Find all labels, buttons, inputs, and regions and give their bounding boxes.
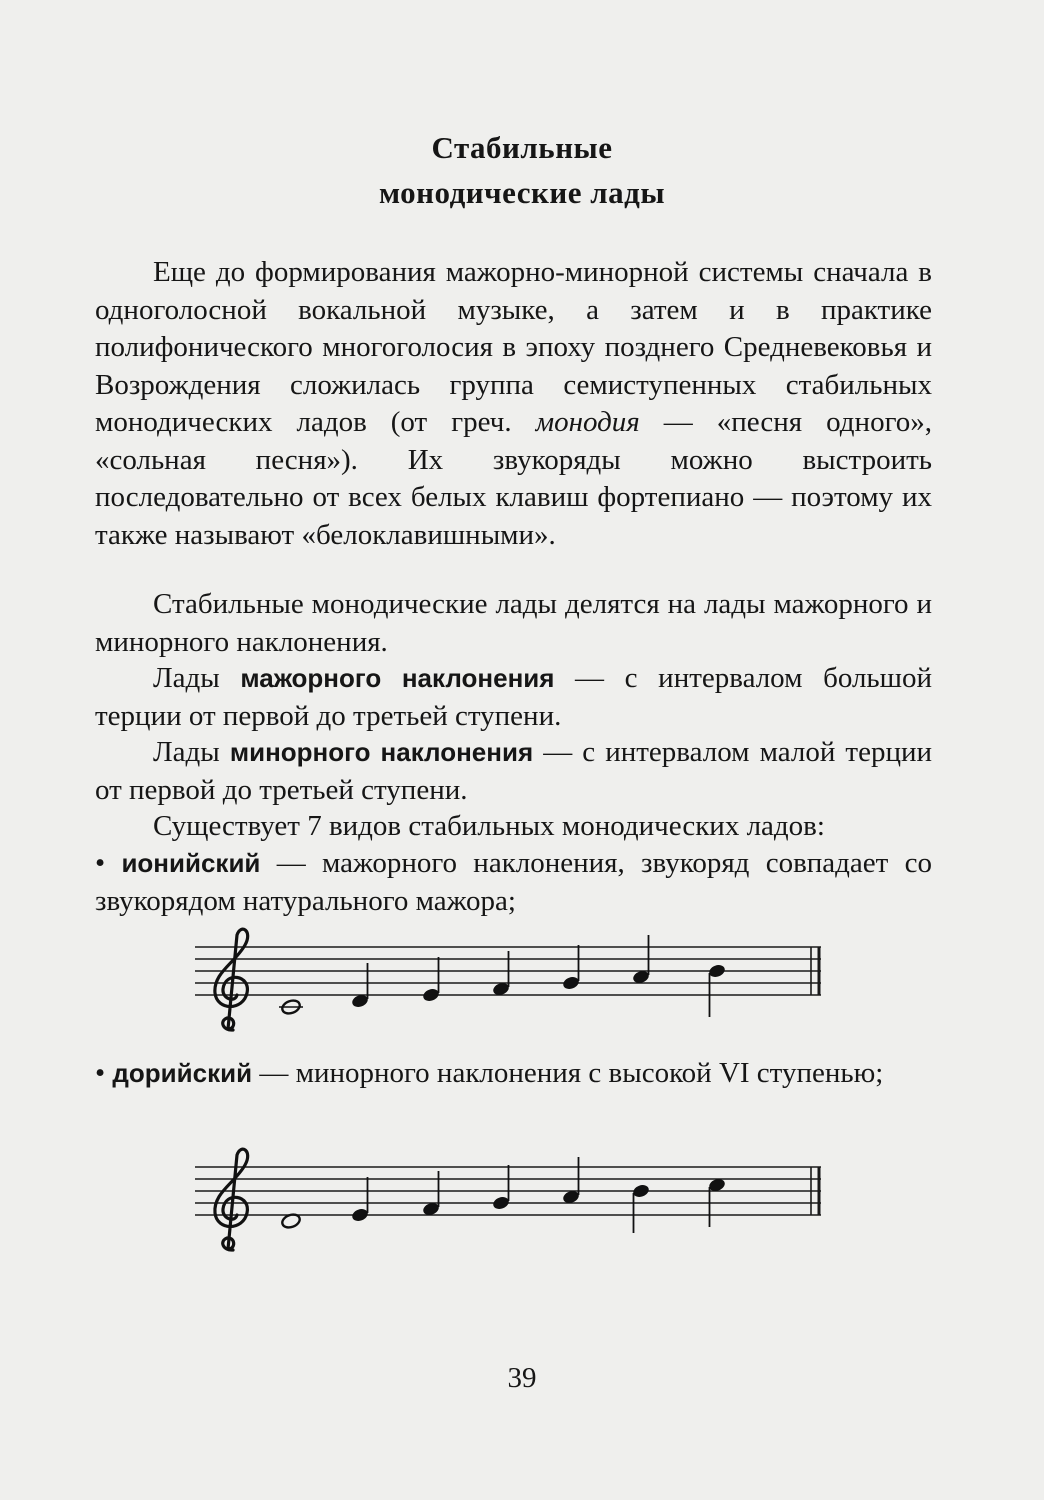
note-f xyxy=(422,1171,441,1217)
bold-term-minor: минорного наклонения xyxy=(229,737,534,767)
note-g xyxy=(562,945,581,991)
italic-term-monodia: монодия xyxy=(535,406,640,438)
dorian-scale-staff xyxy=(195,1145,835,1255)
list-item-ionian-text: — мажорного наклонения, звукоряд совпадает со звукорядом натурального мажора; xyxy=(95,847,932,917)
paragraph-minor-text-a: Лады xyxy=(153,736,230,768)
paragraph-intro xyxy=(95,254,932,554)
paragraph-major-inclination xyxy=(95,660,932,735)
paragraph-minor-inclination xyxy=(95,734,932,809)
page-title-line-1: Стабильные xyxy=(431,130,613,165)
list-item-dorian-text: — минорного наклонения с высокой VI ступенью; xyxy=(252,1057,884,1089)
bullet: • xyxy=(95,1057,113,1089)
bold-term-major: мажорного наклонения xyxy=(240,663,555,693)
paragraph-major-text-a: Лады xyxy=(153,662,241,694)
bold-term-dorian: дорийский xyxy=(112,1058,253,1088)
note-c xyxy=(708,1177,727,1227)
ionian-scale-staff xyxy=(195,925,835,1035)
note-c-whole xyxy=(279,998,303,1015)
paragraph-major-text-b: — с интервалом большой терции от первой до третьей ступени. xyxy=(95,662,933,732)
paragraph-intro-text-a: Еще до формирования мажорно-минорной системы сначала в одноголосной вокальной музыке, а затем и в практике полифонического многоголосия в эпоху позднего Средневековья и Возрождения сложилась группа семиступенных стабильных монодических ладов (от греч. xyxy=(95,256,932,438)
note-a xyxy=(632,935,651,985)
bold-term-ionian: ионийский xyxy=(121,848,261,878)
note-b xyxy=(632,1183,651,1233)
paragraph-minor-text-b: — с интервалом малой терции от первой до третьей ступени. xyxy=(95,736,933,806)
bullet: • xyxy=(95,847,122,879)
note-e xyxy=(422,957,441,1003)
note-b xyxy=(708,963,727,1017)
note-d xyxy=(351,963,370,1009)
list-item-dorian xyxy=(95,1055,932,1093)
note-f xyxy=(492,951,511,997)
treble-clef-icon xyxy=(215,929,248,1030)
treble-clef-icon xyxy=(215,1149,248,1250)
page-title-line-2: монодические лады xyxy=(378,175,666,210)
paragraph-seven-modes: Существует 7 видов стабильных монодических ладов: xyxy=(153,810,825,842)
note-g xyxy=(492,1165,511,1211)
list-item-ionian xyxy=(95,845,932,920)
page-number: 39 xyxy=(507,1362,537,1394)
paragraph-division: Стабильные монодические лады делятся на лады мажорного и минорного наклонения. xyxy=(95,588,932,658)
note-e xyxy=(351,1177,370,1223)
paragraph-intro-text-b: — «песня одного», «сольная песня»). Их звукоряды можно выстроить последовательно от всех белых клавиш фортепиано — поэтому их также называют «белоклавишными». xyxy=(95,406,932,551)
note-a xyxy=(562,1157,581,1205)
